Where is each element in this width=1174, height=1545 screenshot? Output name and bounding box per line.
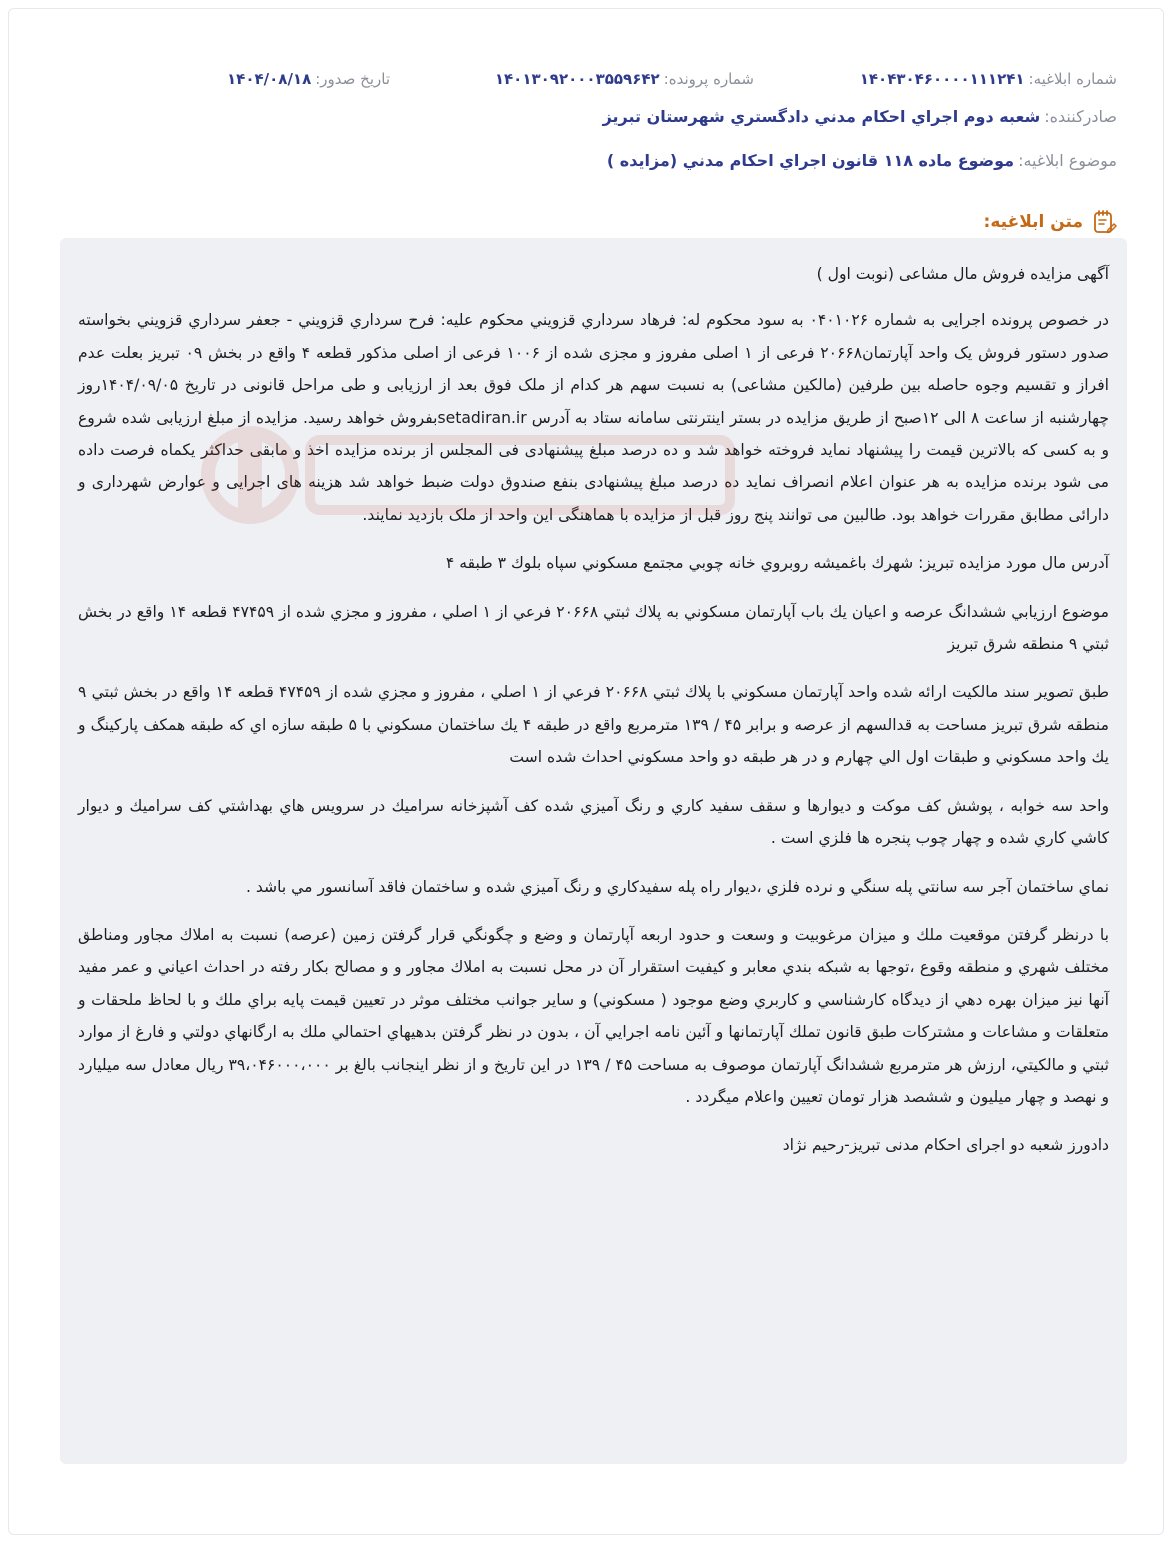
- issuer-line: [55, 107, 1117, 126]
- notice-title: آگهی مزایده فروش مال مشاعی (نوبت اول ): [816, 265, 1109, 283]
- issuer-label: صادرکننده:: [1044, 107, 1117, 126]
- issue-date-value: ۱۴۰۴/۰۸/۱۸: [227, 70, 312, 88]
- paragraph-4: طبق تصوير سند مالكيت ارائه شده واحد آپارتمان مسكوني با پلاك ثبتي ۲۰۶۶۸ فرعي از ۱ اصلي ، مفروز و مجزي شده از ۴۷۴۵۹ قطعه ۱۴ واقع در بخش ثبتي ۹ منطقه شرق تبريز مساحت به قدالسهم از عرصه و برابر ۴۵ / ۱۳۹ مترمربع واقع در طبقه ۴ يك ساختمان مسكوني با ۵ طبقه سازه اي كه طبقه همكف پاركينگ و يك واحد مسكوني و طبقات اول الي چهارم و در هر طبقه دو واحد مسكوني احداث شده است: [78, 683, 1109, 767]
- paragraph-5: واحد سه خوابه ، پوشش كف موكت و ديوارها و سقف سفيد كاري و رنگ آميزي شده كف آشپزخانه سراميك در سرويس هاي بهداشتي كف سراميك و ديوار كاشي كاري شده و چهار چوب پنجره ها فلزي است .: [78, 796, 1109, 848]
- case-number: [495, 70, 754, 88]
- meta-row: [55, 67, 1117, 91]
- case-number-value: ۱۴۰۱۳۰۹۲۰۰۰۳۵۵۹۶۴۲: [494, 70, 660, 88]
- subject-line: [55, 151, 1117, 170]
- notice-number: [860, 70, 1117, 88]
- paragraph-7: با درنظر گرفتن موقعيت ملك و ميزان مرغوبيت و وسعت و حدود اربعه آپارتمان و وضع و چگونگي قرار گرفتن زمين (عرصه) نسبت به املاك مجاور ومناطق مختلف شهري و منطقه وقوع ،توجها به شبكه بندي معابر و كيفيت استقرار آن در محل نسبت به املاك مجاور و و مصالح بكار رفته در احداث اعياني و عمر مفيد آنها نيز ميزان بهره دهي از ديدگاه كارشناسي و كاربري وضع موجود ( مسكوني) و ساير جوانب مختلف موثر در تعيين قيمت پايه براي ملك و با لحاظ ملحقات و متعلقات و مشاعات و مشتركات طبق قانون تملك آپارتمانها و آئين نامه اجرايي آن ، بدون در نظر گرفتن بدهيهاي احتمالي ملك به ارگانهاي دولتي و فارغ از موارد ثبتي و مالكيتي، ارزش هر مترمربع ششدانگ آپارتمان موصوف به مساحت ۴۵ / ۱۳۹ در اين تاريخ و از نظر اينجانب بالغ بر ۳۹،۰۴۶۰۰۰،۰۰۰ ريال معادل سه ميليارد و نهصد و چهار ميليون و ششصد هزار تومان تعيين واعلام ميگردد .: [78, 925, 1109, 1106]
- section-title: [984, 209, 1117, 235]
- subject-value: موضوع ماده ۱۱۸ قانون اجراي احكام مدني (مزايده ): [606, 151, 1015, 170]
- section-title-text: متن ابلاغیه:: [983, 212, 1083, 232]
- issuer-value: شعبه دوم اجراي احكام مدني دادگستري شهرستان تبريز: [602, 107, 1041, 126]
- case-number-label: شماره پرونده:: [663, 70, 754, 88]
- issue-date: [227, 70, 390, 88]
- paragraph-2: آدرس مال مورد مزایده تبریز: شهرك باغميشه روبروي خانه چوبي مجتمع مسكوني سپاه بلوك ۳ طبقه ۴: [445, 554, 1109, 573]
- paragraph-6: نماي ساختمان آجر سه سانتي پله سنگي و نرده فلزي ،ديوار راه پله سفيدكاري و رنگ آميزي شده و ساختمان فاقد آسانسور مي باشد .: [245, 877, 1109, 896]
- notepad-icon: [1091, 209, 1117, 235]
- notice-body: [60, 238, 1127, 1464]
- paragraph-1: در خصوص پرونده اجرایی به شماره ۰۴۰۱۰۲۶ به سود محکوم له: فرهاد سرداري قزويني محکوم علیه: فرح سرداري قزويني - جعفر سرداري قزويني بخواسته صدور دستور فروش یک واحد آپارتمان۲۰۶۶۸ فرعی از ۱ اصلی مفروز و مجزی شده از ۱۰۰۶ فرعی از اصلی مذکور قطعه ۴ واقع در بخش ۰۹ تبریز بعلت عدم افراز و تقسیم وجوه حاصله بین طرفین (مالکین مشاعی) به نسبت سهم هر کدام از ملک فوق بعد از ارزیابی و طی مراحل قانونی در تاریخ ۱۴۰۴/۰۹/۰۵روز چهارشنبه از ساعت ۸ الی ۱۲صبح از طریق مزایده در بستر اینترنتی سامانه ستاد به آدرس setadiran.irبفروش خواهد رسید. مزایده از مبلغ ارزیابی شده شروع و به کسی که بالاترین قیمت را پیشنهاد نماید فروخته خواهد شد و ده درصد مبلغ پیشنهادی فی المجلس از برنده مزایده اخذ و مابقی حداکثر یکماه فرصت داده می شود برنده مزایده به هر عنوان اعلام انصراف نماید ده درصد مبلغ پیشنهادی بنفع صندوق دولت ضبط خواهد شد هزینه های اجرایی و عوارض شهرداری و دارائی مطابق مقررات خواهد بود. طالبین می توانند پنج روز قبل از مزایده با هماهنگی این واحد از ملک بازدید نمایند.: [78, 311, 1109, 524]
- subject-label: موضوع ابلاغیه:: [1018, 151, 1117, 170]
- notice-number-label: شماره ابلاغیه:: [1028, 70, 1117, 88]
- signature: دادورز شعبه دو اجرای احکام مدنی تبریز-رحیم نژاد: [782, 1136, 1109, 1155]
- issue-date-label: تاریخ صدور:: [315, 70, 390, 88]
- notice-number-value: ۱۴۰۴۳۰۴۶۰۰۰۰۱۱۱۲۴۱: [859, 70, 1025, 88]
- paragraph-3: موضوع ارزيابي ششدانگ عرصه و اعيان يك باب آپارتمان مسكوني به پلاك ثبتي ۲۰۶۶۸ فرعي از ۱ اصلي ، مفروز و مجزي شده از ۴۷۴۵۹ قطعه ۱۴ واقع در بخش ثبتي ۹ منطقه شرق تبريز: [78, 602, 1110, 654]
